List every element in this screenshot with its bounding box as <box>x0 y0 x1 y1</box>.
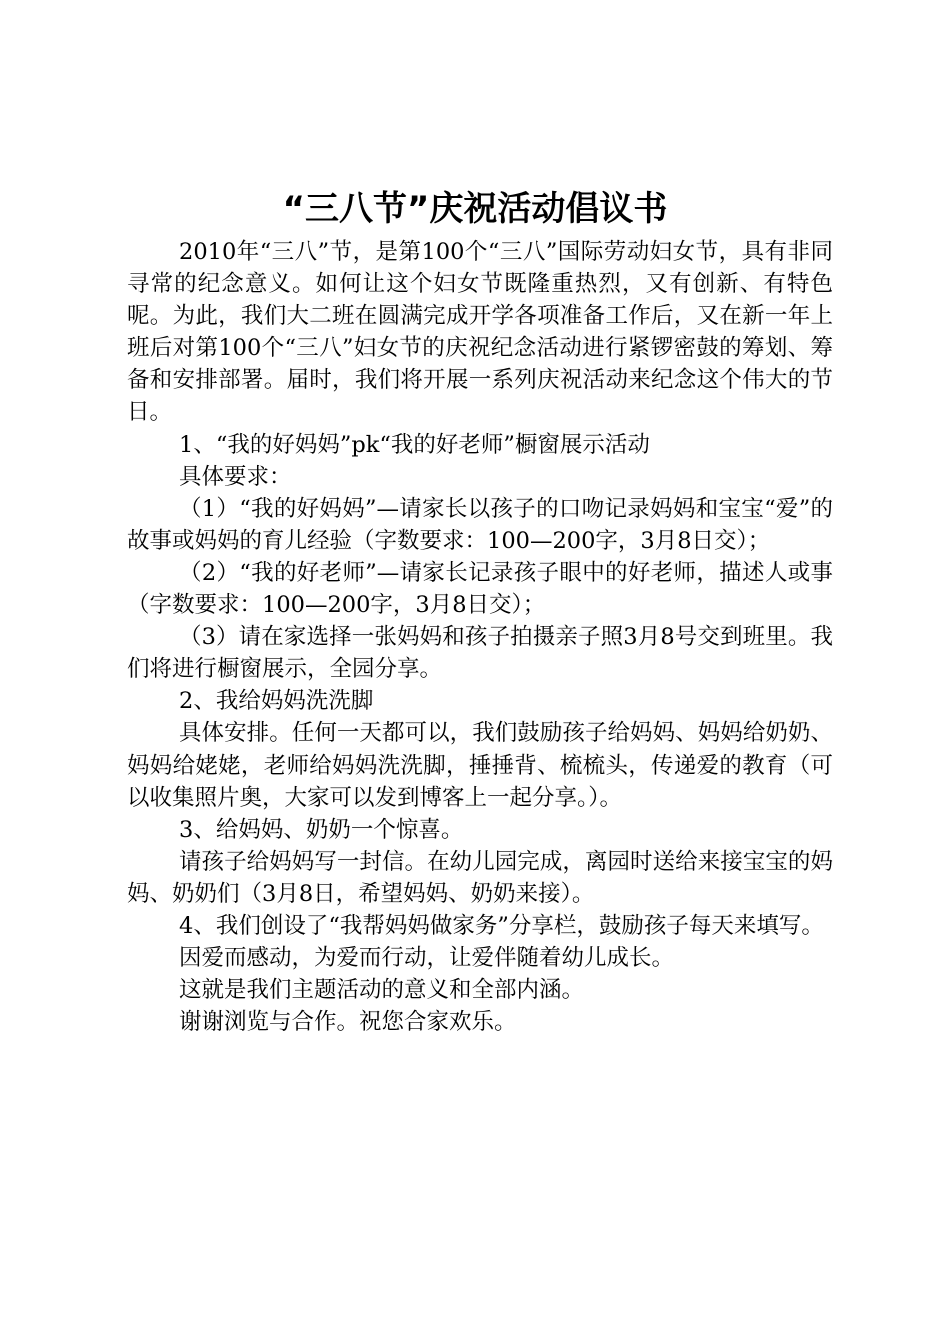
closing-line-1: 因爱而感动，为爱而行动，让爱伴随着幼儿成长。 <box>179 945 675 972</box>
activity-4-paragraph: 4、我们创设了“我帮妈妈做家务”分享栏，鼓励孩子每天来填写。 <box>179 912 824 939</box>
activity-1-heading: 1、“我的好妈妈”pk“我的好老师”橱窗展示活动 <box>179 431 650 458</box>
closing-line-3: 谢谢浏览与合作。祝您合家欢乐。 <box>179 1009 517 1036</box>
document-title: “三八节”庆祝活动倡议书 <box>282 189 668 229</box>
requirements-label: 具体要求： <box>179 463 292 490</box>
closing-line-2: 这就是我们主题活动的意义和全部内涵。 <box>179 977 585 1004</box>
activity-2-details: 具体安排。任何一天都可以，我们鼓励孩子给妈妈、妈妈给奶奶、妈妈给姥姥，老师给妈妈洗洗脚，捶捶背、梳梳头，传递爱的教育（可以收集照片奥，大家可以发到博客上一起分享。）。 <box>127 720 833 811</box>
requirement-item-1: （1）“我的好妈妈”—请家长以孩子的口吻记录妈妈和宝宝“爱”的故事或妈妈的育儿经验（字数要求：100—200字，3月8日交）； <box>127 495 833 554</box>
activity-2-heading: 2、我给妈妈洗洗脚 <box>179 688 374 715</box>
activity-3-details: 请孩子给妈妈写一封信。在幼儿园完成，离园时送给来接宝宝的妈妈、奶奶们（3月8日，希望妈妈、奶奶来接）。 <box>127 848 833 907</box>
requirement-item-2: （2）“我的好老师”—请家长记录孩子眼中的好老师，描述人或事（字数要求：100—200字，3月8日交）； <box>127 559 833 619</box>
requirement-item-3: （3）请在家选择一张妈妈和孩子拍摄亲子照3月8号交到班里。我们将进行橱窗展示，全园分享。 <box>127 624 833 683</box>
document-body <box>127 236 833 1038</box>
activity-3-heading: 3、给妈妈、奶奶一个惊喜。 <box>179 816 464 843</box>
intro-paragraph: 2010年“三八”节，是第100个“三八”国际劳动妇女节，具有非同寻常的纪念意义。如何让这个妇女节既隆重热烈，又有创新、有特色呢。为此，我们大二班在圆满完成开学各项准备工作后，又在新一年上班后对第100个“三八”妇女节的庆祝纪念活动进行紧锣密鼓的筹划、筹备和安排部署。届时，我们将开展一系列庆祝活动来纪念这个伟大的节日。 <box>127 239 833 426</box>
